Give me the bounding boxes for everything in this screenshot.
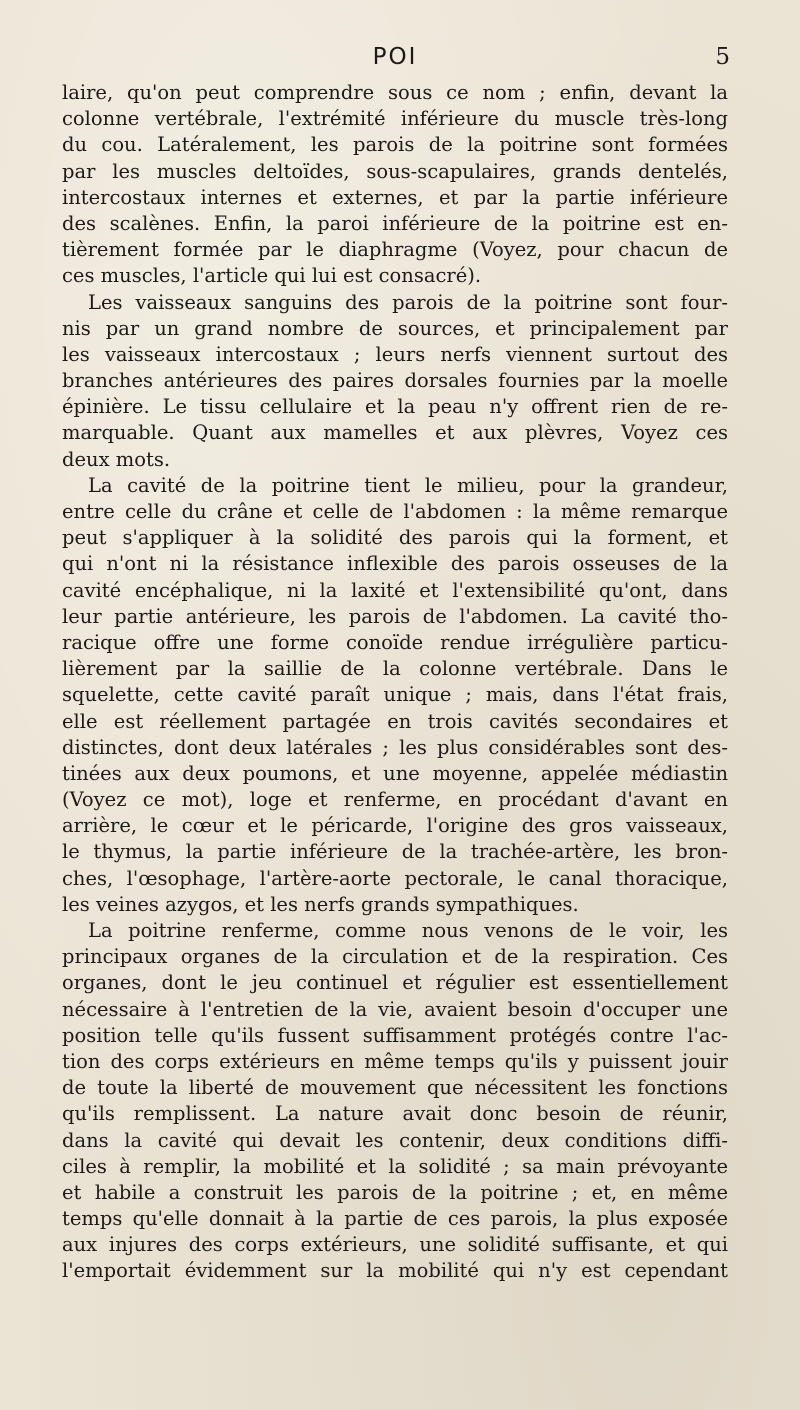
text-line: arrière, le cœur et le péricarde, l'origine des gros vaisseaux, (62, 814, 728, 838)
text-line: du cou. Latéralement, les parois de la poitrine sont formées (62, 133, 728, 157)
paragraph-start-line: La poitrine renferme, comme nous venons de le voir, les (88, 919, 728, 942)
text-line: tièrement formée par le diaphragme (Voyez, pour chacun de (62, 238, 728, 262)
text-line: qui n'ont ni la résistance inflexible des parois osseuses de la (62, 552, 728, 576)
text-line: laire, qu'on peut comprendre sous ce nom ; enfin, devant la (62, 81, 728, 104)
text-line: aux injures des corps extérieurs, une solidité suffisante, et qui (62, 1233, 728, 1257)
text-line: et habile a construit les parois de la poitrine ; et, en même (62, 1180, 728, 1204)
text-line: de toute la liberté de mouvement que nécessitent les fonctions (62, 1076, 728, 1100)
text-line: l'emportait évidemment sur la mobilité qui n'y est cependant (62, 1259, 728, 1283)
text-line: (Voyez ce mot), loge et renferme, en procédant d'avant en (62, 788, 728, 812)
text-line: ches, l'œsophage, l'artère-aorte pectorale, le canal thoracique, (62, 866, 728, 890)
text-line: organes, dont le jeu continuel et régulier est essentiellement (62, 971, 728, 995)
running-head: POI (372, 44, 418, 70)
text-line: branches antérieures des paires dorsales fournies par la moelle (62, 369, 728, 393)
text-line: ces muscles, l'article qui lui est consacré). (62, 264, 482, 288)
text-line: les vaisseaux intercostaux ; leurs nerfs viennent surtout des (62, 342, 728, 366)
text-line: par les muscles deltoïdes, sous-scapulaires, grands dentelés, (62, 159, 728, 183)
paragraph-start-line: La cavité de la poitrine tient le milieu, pour la grandeur, (88, 473, 728, 497)
text-line: elle est réellement partagée en trois cavités secondaires et (62, 709, 728, 733)
text-line: ciles à remplir, la mobilité et la solidité ; sa main prévoyante (62, 1154, 728, 1178)
text-line: des scalènes. Enfin, la paroi inférieure de la poitrine est en- (62, 211, 728, 235)
text-line: temps qu'elle donnait à la partie de ces parois, la plus exposée (62, 1207, 728, 1231)
text-line: lièrement par la saillie de la colonne vertébrale. Dans le (62, 657, 728, 681)
page-number: 5 (715, 44, 730, 70)
text-line: tinées aux deux poumons, et une moyenne, appelée médiastin (62, 761, 728, 785)
text-line: cavité encéphalique, ni la laxité et l'extensibilité qu'ont, dans (62, 578, 728, 602)
text-line: position telle qu'ils fussent suffisamment protégés contre l'ac- (62, 1023, 728, 1047)
body-text (62, 80, 728, 1285)
text-line: qu'ils remplissent. La nature avait donc besoin de réunir, (62, 1102, 728, 1126)
text-line: dans la cavité qui devait les contenir, deux conditions diffi- (62, 1128, 728, 1152)
text-line: peut s'appliquer à la solidité des parois qui la forment, et (62, 526, 728, 550)
text-line: les veines azygos, et les nerfs grands sympathiques. (62, 892, 579, 916)
text-line: racique offre une forme conoïde rendue irrégulière particu- (62, 630, 728, 654)
text-line: marquable. Quant aux mamelles et aux plèvres, Voyez ces (62, 421, 728, 445)
page-header (60, 44, 730, 80)
text-line: leur partie antérieure, les parois de l'abdomen. La cavité tho- (62, 604, 728, 628)
text-line: nis par un grand nombre de sources, et principalement par (62, 316, 728, 340)
text-line: distinctes, dont deux latérales ; les plus considérables sont des- (62, 735, 728, 759)
text-line: principaux organes de la circulation et de la respiration. Ces (62, 945, 728, 969)
paragraph-start-line: Les vaisseaux sanguins des parois de la poitrine sont four- (88, 290, 728, 314)
text-line: nécessaire à l'entretien de la vie, avaient besoin d'occuper une (62, 997, 728, 1021)
text-line: deux mots. (62, 447, 171, 471)
text-line: tion des corps extérieurs en même temps qu'ils y puissent jouir (62, 1049, 728, 1073)
text-line: épinière. Le tissu cellulaire et la peau n'y offrent rien de re- (62, 395, 728, 419)
text-line: intercostaux internes et externes, et par la partie inférieure (62, 185, 728, 209)
text-line: squelette, cette cavité paraît unique ; mais, dans l'état frais, (62, 683, 728, 707)
text-line: entre celle du crâne et celle de l'abdomen : la même remarque (62, 500, 728, 523)
text-line: colonne vertébrale, l'extrémité inférieure du muscle très-long (62, 107, 728, 131)
text-line: le thymus, la partie inférieure de la trachée-artère, les bron- (62, 840, 728, 864)
